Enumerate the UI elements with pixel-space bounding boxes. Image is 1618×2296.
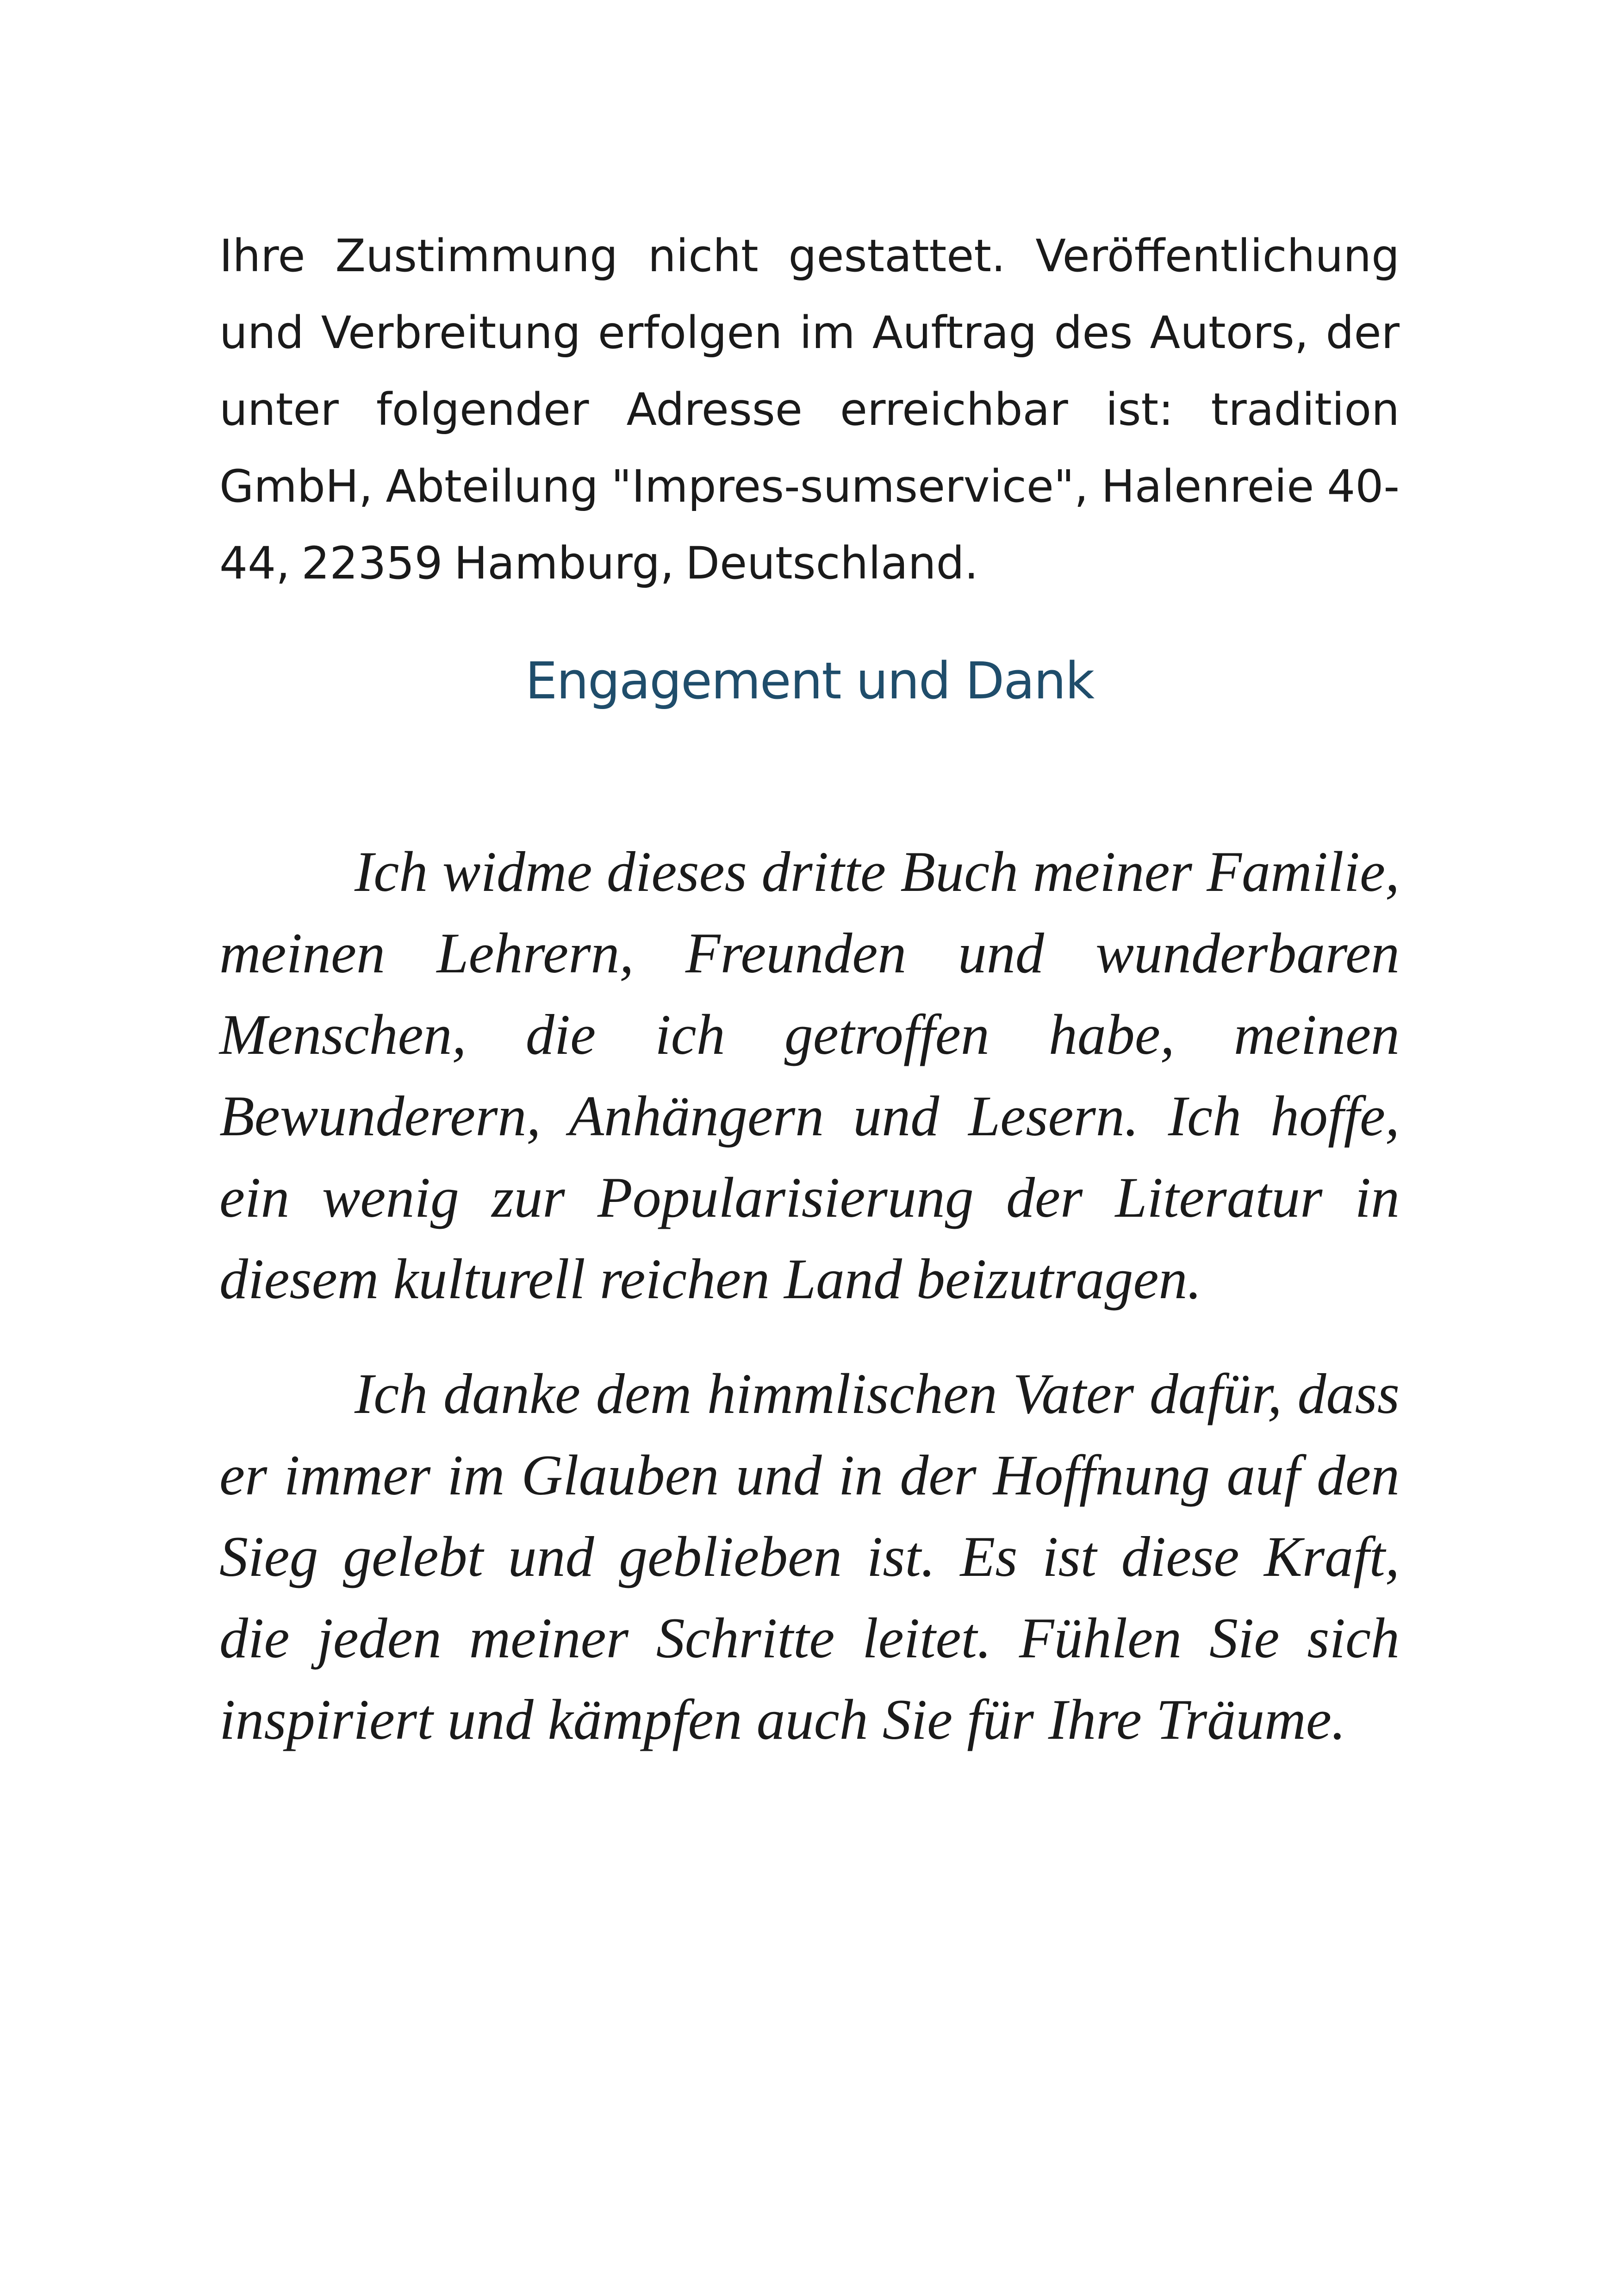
page-content — [219, 218, 1400, 1761]
dedication-paragraph-1: Ich widme dieses dritte Buch meiner Familie, meinen Lehrern, Freunden und wunderbaren Menschen, die ich getroffen habe, meinen Bewunderern, Anhängern und Lesern. Ich hoffe, ein wenig zur Popularisierung der Literatur in diesem kulturell reichen Land beizutragen. — [219, 840, 1400, 1311]
dedication-paragraph-2: Ich danke dem himmlischen Vater dafür, dass er immer im Glauben und in der Hoffnung auf den Sieg gelebt und geblieben ist. Es ist diese Kraft, die jeden meiner Schritte leitet. Fühlen Sie sich inspiriert und kämpfen auch Sie für Ihre Träume. — [219, 1362, 1400, 1751]
section-heading: Engagement und Dank — [525, 651, 1094, 710]
imprint-paragraph: Ihre Zustimmung nicht gestattet. Veröffentlichung und Verbreitung erfolgen im Auftrag des Autors, der unter folgender Adresse erreichbar ist: tradition GmbH, Abteilung "Impres-sumservice", Halenreie 40-44, 22359 Hamburg, Deutschland. — [219, 230, 1400, 589]
